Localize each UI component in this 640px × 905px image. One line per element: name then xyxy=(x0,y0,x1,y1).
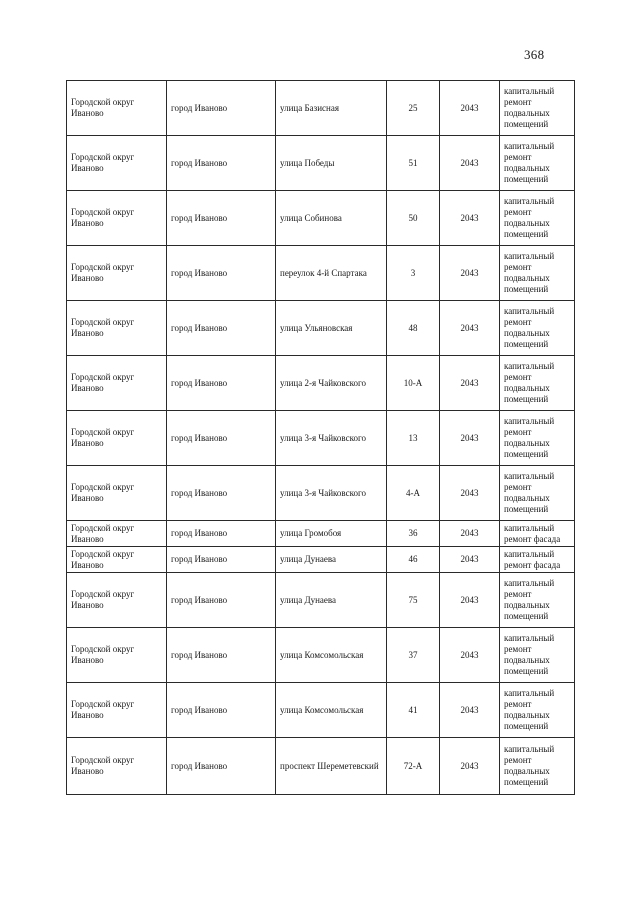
year-cell: 2043 xyxy=(440,683,500,738)
table-row xyxy=(67,246,575,301)
district-cell: Городской округ Иваново xyxy=(67,81,167,136)
district-cell: Городской округ Иваново xyxy=(67,521,167,547)
work-type-cell: капитальный ремонт подвальных помещений xyxy=(500,466,575,521)
year-cell: 2043 xyxy=(440,466,500,521)
district-cell: Городской округ Иваново xyxy=(67,301,167,356)
table-row xyxy=(67,411,575,466)
table-row xyxy=(67,628,575,683)
house-cell: 4-А xyxy=(387,466,440,521)
city-cell: город Иваново xyxy=(167,466,276,521)
city-cell: город Иваново xyxy=(167,191,276,246)
house-cell: 51 xyxy=(387,136,440,191)
street-cell: улица Комсомольская xyxy=(276,628,387,683)
city-cell: город Иваново xyxy=(167,301,276,356)
city-cell: город Иваново xyxy=(167,683,276,738)
city-cell: город Иваново xyxy=(167,356,276,411)
work-type-cell: капитальный ремонт подвальных помещений xyxy=(500,81,575,136)
city-cell: город Иваново xyxy=(167,81,276,136)
street-cell: переулок 4-й Спартака xyxy=(276,246,387,301)
table-row xyxy=(67,301,575,356)
district-cell: Городской округ Иваново xyxy=(67,191,167,246)
work-type-cell: капитальный ремонт подвальных помещений xyxy=(500,136,575,191)
house-cell: 36 xyxy=(387,521,440,547)
year-cell: 2043 xyxy=(440,573,500,628)
district-cell: Городской округ Иваново xyxy=(67,573,167,628)
city-cell: город Иваново xyxy=(167,521,276,547)
street-cell: улица Дунаева xyxy=(276,547,387,573)
year-cell: 2043 xyxy=(440,521,500,547)
table-row xyxy=(67,547,575,573)
year-cell: 2043 xyxy=(440,356,500,411)
table-row xyxy=(67,356,575,411)
street-cell: улица 2-я Чайковского xyxy=(276,356,387,411)
city-cell: город Иваново xyxy=(167,738,276,795)
city-cell: город Иваново xyxy=(167,628,276,683)
house-cell: 50 xyxy=(387,191,440,246)
district-cell: Городской округ Иваново xyxy=(67,356,167,411)
street-cell: проспект Шереметевский xyxy=(276,738,387,795)
work-type-cell: капитальный ремонт подвальных помещений xyxy=(500,246,575,301)
year-cell: 2043 xyxy=(440,547,500,573)
year-cell: 2043 xyxy=(440,738,500,795)
house-cell: 48 xyxy=(387,301,440,356)
registry-table xyxy=(66,80,575,795)
street-cell: улица Победы xyxy=(276,136,387,191)
district-cell: Городской округ Иваново xyxy=(67,683,167,738)
year-cell: 2043 xyxy=(440,628,500,683)
house-cell: 13 xyxy=(387,411,440,466)
work-type-cell: капитальный ремонт подвальных помещений xyxy=(500,411,575,466)
table-row xyxy=(67,683,575,738)
street-cell: улица Ульяновская xyxy=(276,301,387,356)
work-type-cell: капитальный ремонт подвальных помещений xyxy=(500,573,575,628)
district-cell: Городской округ Иваново xyxy=(67,136,167,191)
page-number: 368 xyxy=(524,47,545,62)
work-type-cell: капитальный ремонт фасада xyxy=(500,547,575,573)
house-cell: 37 xyxy=(387,628,440,683)
year-cell: 2043 xyxy=(440,136,500,191)
city-cell: город Иваново xyxy=(167,246,276,301)
work-type-cell: капитальный ремонт подвальных помещений xyxy=(500,683,575,738)
street-cell: улица 3-я Чайковского xyxy=(276,411,387,466)
year-cell: 2043 xyxy=(440,301,500,356)
street-cell: улица Собинова xyxy=(276,191,387,246)
table-row xyxy=(67,521,575,547)
street-cell: улица Комсомольская xyxy=(276,683,387,738)
work-type-cell: капитальный ремонт подвальных помещений xyxy=(500,738,575,795)
year-cell: 2043 xyxy=(440,411,500,466)
work-type-cell: капитальный ремонт подвальных помещений xyxy=(500,356,575,411)
house-cell: 10-А xyxy=(387,356,440,411)
house-cell: 75 xyxy=(387,573,440,628)
district-cell: Городской округ Иваново xyxy=(67,466,167,521)
house-cell: 72-А xyxy=(387,738,440,795)
city-cell: город Иваново xyxy=(167,573,276,628)
year-cell: 2043 xyxy=(440,81,500,136)
work-type-cell: капитальный ремонт подвальных помещений xyxy=(500,191,575,246)
district-cell: Городской округ Иваново xyxy=(67,246,167,301)
table-row xyxy=(67,573,575,628)
district-cell: Городской округ Иваново xyxy=(67,628,167,683)
work-type-cell: капитальный ремонт подвальных помещений xyxy=(500,301,575,356)
year-cell: 2043 xyxy=(440,191,500,246)
street-cell: улица Громобоя xyxy=(276,521,387,547)
city-cell: город Иваново xyxy=(167,136,276,191)
house-cell: 46 xyxy=(387,547,440,573)
street-cell: улица Дунаева xyxy=(276,573,387,628)
table-row xyxy=(67,191,575,246)
district-cell: Городской округ Иваново xyxy=(67,547,167,573)
table-row xyxy=(67,136,575,191)
year-cell: 2043 xyxy=(440,246,500,301)
work-type-cell: капитальный ремонт фасада xyxy=(500,521,575,547)
city-cell: город Иваново xyxy=(167,547,276,573)
district-cell: Городской округ Иваново xyxy=(67,738,167,795)
house-cell: 41 xyxy=(387,683,440,738)
street-cell: улица Базисная xyxy=(276,81,387,136)
table-row xyxy=(67,466,575,521)
house-cell: 25 xyxy=(387,81,440,136)
street-cell: улица 3-я Чайковского xyxy=(276,466,387,521)
table-row xyxy=(67,738,575,795)
house-cell: 3 xyxy=(387,246,440,301)
table-row xyxy=(67,81,575,136)
work-type-cell: капитальный ремонт подвальных помещений xyxy=(500,628,575,683)
district-cell: Городской округ Иваново xyxy=(67,411,167,466)
city-cell: город Иваново xyxy=(167,411,276,466)
